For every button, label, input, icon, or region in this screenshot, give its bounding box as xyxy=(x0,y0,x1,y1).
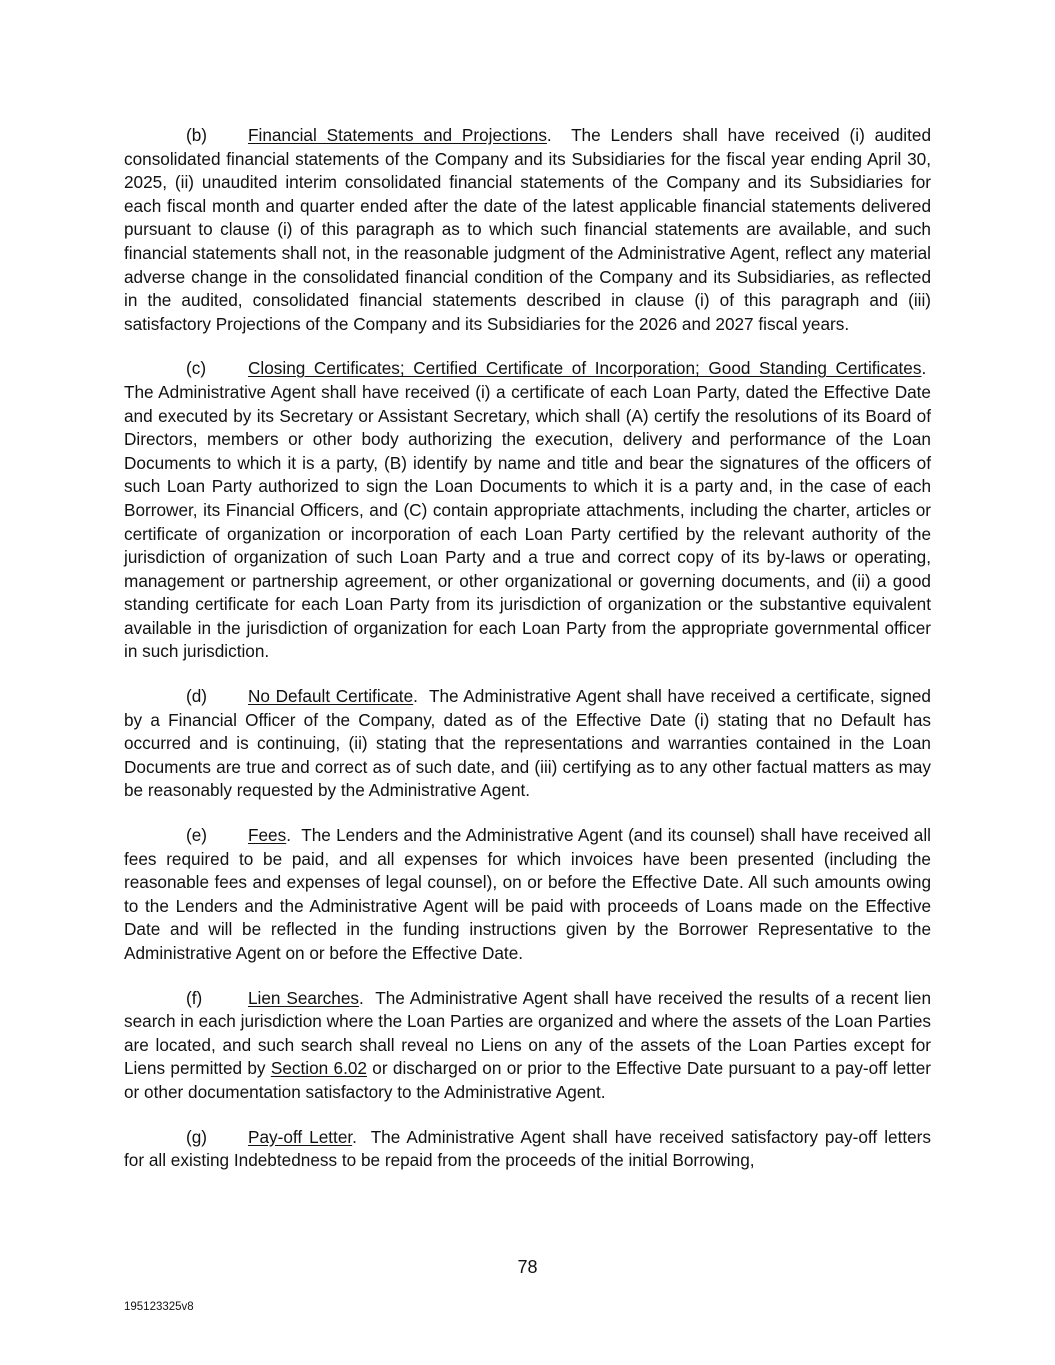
paragraph-text: The Administrative Agent shall have received the results of a recent lien search in each jurisdiction where the Loan Parties are organized and where the assets of the Loan Parties are located, and such search shall reveal no Liens on any of the assets of the Loan Parties except for Liens permitted by xyxy=(124,987,932,1079)
section-reference-link: Section 6.02 xyxy=(270,1058,367,1079)
paragraph-text: The Administrative Agent shall have received satisfactory pay-off letters for all existing Indebtedness to be repaid from the proceeds of the initial Borrowing, xyxy=(124,1126,931,1171)
paragraph-f: (f) Lien Searches. The Administrative Agent shall have received the results of a recent lien search in each jurisdiction where the Loan Parties are organized and where the assets of the Loan Parties are located, and such search shall reveal no Liens on any of the assets of the Loan Parties except for Liens permitted by Section 6.02 or discharged on or prior to the Effective Date pursuant to a pay-off letter or other documentation satisfactory to the Administrative Agent. xyxy=(124,987,932,1102)
paragraph-label: (f) xyxy=(186,987,203,1008)
paragraph-b: (b) Financial Statements and Projections. The Lenders shall have received (i) audited consolidated financial statements of the Company and its Subsidiaries for the fiscal year ending April 30, 2025, (ii) unaudited interim consolidated financial statements of the Company and its Subsidiaries for each fiscal month and quarter ended after the date of the latest applicable financial statements delivered pursuant to clause (i) of this paragraph as to which such financial statements are available, and such financial statements shall not, in the reasonable judgment of the Administrative Agent, reflect any material adverse change in the consolidated financial condition of the Company and its Subsidiaries, as reflected in the audited, consolidated financial statements described in clause (i) of this paragraph and (iii) satisfactory Projections of the Company and its Subsidiaries for the 2026 and 2027 fiscal years. xyxy=(124,125,932,334)
paragraph-text: The Administrative Agent shall have received (i) a certificate of each Loan Party, dated the Effective Date and executed by its Secretary or Assistant Secretary, which shall (A) certify the resolutions of its Board of Directors, members or other body authorizing the execution, delivery and performance of the Loan Documents to which it is a party, (B) identify by name and title and bear the signatures of the officers of such Loan Party authorized to sign the Loan Documents to which it is a party and, in the case of each Borrower, its Financial Officers, and (C) contain appropriate attachments, including the charter, articles or certificate of organization or incorporation of each Loan Party certified by the relevant authority of the jurisdiction of organization of such Loan Party and a true and correct copy of its by-laws or operating, management or partnership agreement, or other organizational or governing documents, and (ii) a good standing certificate for each Loan Party from its jurisdiction of organization or the substantive equivalent available in the jurisdiction of organization for each Loan Party from the appropriate governmental officer in such jurisdiction. xyxy=(124,381,931,662)
paragraph-label: (g) xyxy=(186,1126,208,1147)
paragraph-heading: Fees xyxy=(248,825,287,846)
paragraph-c: (c) Closing Certificates; Certified Certificate of Incorporation; Good Standing Certificates. The Administrative Agent shall have received (i) a certificate of each Loan Party, dated the Effective Date and executed by its Secretary or Assistant Secretary, which shall (A) certify the resolutions of its Board of Directors, members or other body authorizing the execution, delivery and performance of the Loan Documents to which it is a party, (B) identify by name and title and bear the signatures of the officers of such Loan Party authorized to sign the Loan Documents to which it is a party and, in the case of each Borrower, its Financial Officers, and (C) contain appropriate attachments, including the charter, articles or certificate of organization or incorporation of each Loan Party certified by the relevant authority of the jurisdiction of organization of such Loan Party and a true and correct copy of its by-laws or operating, management or partnership agreement, or other organizational or governing documents, and (ii) a good standing certificate for each Loan Party from its jurisdiction of organization or the substantive equivalent available in the jurisdiction of organization for each Loan Party from the appropriate governmental officer in such jurisdiction. xyxy=(124,358,931,662)
paragraph-text: or discharged on or prior to the Effective Date pursuant to a pay-off letter or other documentation satisfactory to the Administrative Agent. xyxy=(124,1058,931,1102)
paragraph-g: (g) Pay-off Letter. The Administrative Agent shall have received satisfactory pay-off letters for all existing Indebtedness to be repaid from the proceeds of the initial Borrowing, xyxy=(124,1126,931,1171)
page-number: 78 xyxy=(517,1257,538,1277)
paragraph-d: (d) No Default Certificate. The Administrative Agent shall have received a certificate, signed by a Financial Officer of the Company, dated as of the Effective Date (i) stating that no Default has occurred and is continuing, (ii) stating that the representations and warranties contained in the Loan Documents are true and correct as of such date, and (iii) certifying as to any other factual matters as may be reasonably requested by the Administrative Agent. xyxy=(124,686,931,801)
paragraph-heading: Financial Statements and Projections xyxy=(248,125,547,145)
paragraph-e: (e) Fees. The Lenders and the Administrative Agent (and its counsel) shall have received all fees required to be paid, and all expenses for which invoices have been presented (including the reasonable fees and expenses of legal counsel), on or before the Effective Date. All such amounts owing to the Lenders and the Administrative Agent will be paid with proceeds of Loans made on the Effective Date and will be reflected in the funding instructions given by the Borrower Representative to the Administrative Agent on or before the Effective Date. xyxy=(124,825,931,963)
paragraph-heading: Closing Certificates; Certified Certificate of Incorporation; Good Standing Certificates xyxy=(248,358,922,379)
paragraph-label: (e) xyxy=(186,825,208,846)
paragraph-label: (b) xyxy=(186,125,208,145)
paragraph-text: The Lenders shall have received (i) audited consolidated financial statements of the Company and its Subsidiaries for the fiscal year ending April 30, 2025, (ii) unaudited interim consolidated financial statements of the Company and its Subsidiaries for each fiscal month and quarter ended after the date of the latest applicable financial statements delivered pursuant to clause (i) of this paragraph as to which such financial statements are available, and such financial statements shall not, in the reasonable judgment of the Administrative Agent, reflect any material adverse change in the consolidated financial condition of the Company and its Subsidiaries, as reflected in the audited, consolidated financial statements described in clause (i) of this paragraph and (iii) satisfactory Projections of the Company and its Subsidiaries for the 2026 and 2027 fiscal years. xyxy=(124,125,932,334)
document-body xyxy=(124,124,931,1194)
paragraph-heading: Pay-off Letter xyxy=(248,1126,353,1147)
document-id: 195123325v8 xyxy=(124,1301,194,1313)
paragraph-text: The Administrative Agent shall have received a certificate, signed by a Financial Officer of the Company, dated as of the Effective Date (i) stating that no Default has occurred and is continuing, (ii) stating that the representations and warranties contained in the Loan Documents are true and correct as of such date, and (iii) certifying as to any other factual matters as may be reasonably requested by the Administrative Agent. xyxy=(124,686,931,801)
paragraph-heading: Lien Searches xyxy=(248,987,359,1008)
paragraph-label: (c) xyxy=(186,358,207,379)
paragraph-label: (d) xyxy=(186,686,208,707)
paragraph-heading: No Default Certificate xyxy=(248,686,414,707)
paragraph-text: The Lenders and the Administrative Agent (and its counsel) shall have received all fees required to be paid, and all expenses for which invoices have been presented (including the reasonable fees and expenses of legal counsel), on or before the Effective Date. All such amounts owing to the Lenders and the Administrative Agent will be paid with proceeds of Loans made on the Effective Date and will be reflected in the funding instructions given by the Borrower Representative to the Administrative Agent on or before the Effective Date. xyxy=(124,825,931,963)
